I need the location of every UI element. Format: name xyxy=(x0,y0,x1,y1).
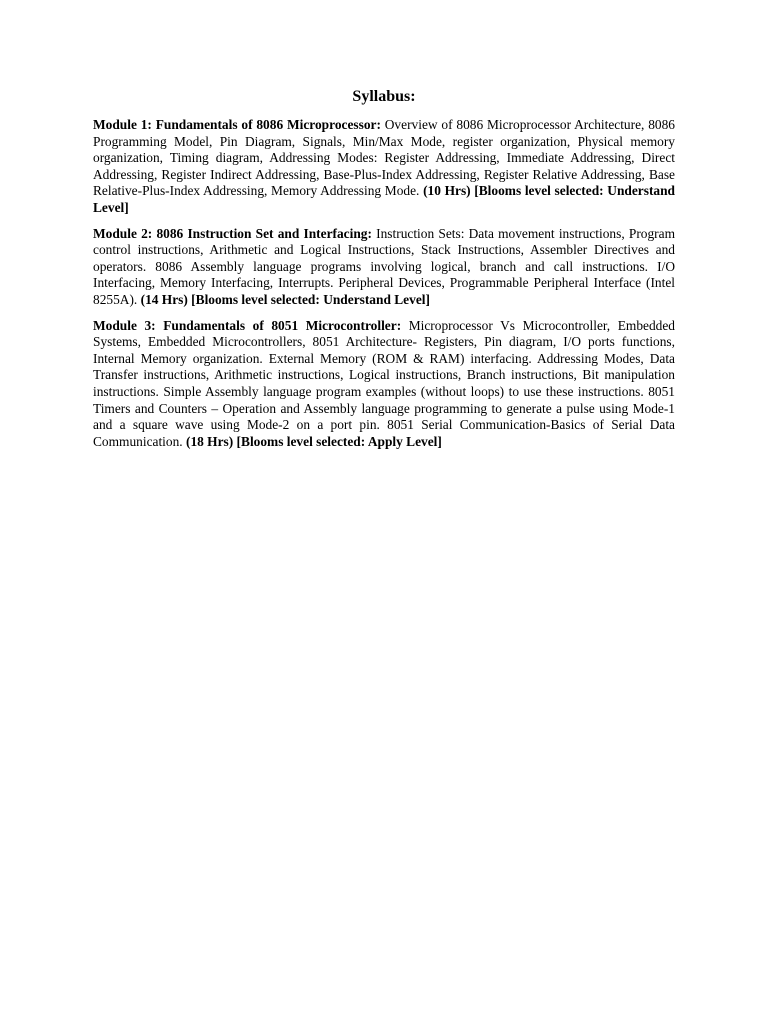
module-2-paragraph xyxy=(93,226,675,309)
module-1-hours-blooms: (10 Hrs) [Blooms level selected: Understand Level] xyxy=(93,183,676,215)
module-3-heading: Module 3: Fundamentals of 8051 Microcontroller: xyxy=(93,317,402,333)
document-page xyxy=(93,86,675,459)
module-1-body: Overview of 8086 Microprocessor Architecture, 8086 Programming Model, Pin Diagram, Signals, Min/Max Mode, register organization, Physical memory organization, Timing diagram, Addressing Modes: Register Addressing, Immediate Addressing, Direct Addressing, Register Indirect Addressing, Base-Plus-Index Addressing, Register Relative Addressing, Base Relative-Plus-Index Addressing, Memory Addressing Mode. xyxy=(93,117,675,199)
module-1-heading: Module 1: Fundamentals of 8086 Microprocessor: xyxy=(93,117,381,132)
module-2-hours-blooms: (14 Hrs) [Blooms level selected: Understand Level] xyxy=(140,291,430,307)
module-1-paragraph xyxy=(93,117,675,217)
module-2-body: Instruction Sets: Data movement instructions, Program control instructions, Arithmetic and Logical Instructions, Stack Instructions, Assembler Directives and operators. 8086 Assembly language programs involving logical, branch and call instructions. I/O Interfacing, Memory Interfacing, Interrupts. Peripheral Devices, Programmable Peripheral Interface (Intel 8255A). xyxy=(93,225,675,307)
module-3-hours-blooms: (18 Hrs) [Blooms level selected: Apply Level] xyxy=(185,433,442,449)
module-3-paragraph xyxy=(93,318,675,451)
module-2-heading: Module 2: 8086 Instruction Set and Interfacing: xyxy=(93,225,372,241)
page-title: Syllabus: xyxy=(352,88,416,105)
module-3-body: Microprocessor Vs Microcontroller, Embedded Systems, Embedded Microcontrollers, 8051 Architecture- Registers, Pin diagram, I/O ports functions, Internal Memory organization. External Memory (ROM & RAM) interfacing. Addressing Modes, Data Transfer instructions, Arithmetic instructions, Logical instructions, Branch instructions, Bit manipulation instructions. Simple Assembly language program examples (without loops) to use these instructions. 8051 Timers and Counters – Operation and Assembly language programming to generate a pulse using Mode-1 and a square wave using Mode-2 on a port pin. 8051 Serial Communication-Basics of Serial Data Communication. xyxy=(93,317,675,449)
